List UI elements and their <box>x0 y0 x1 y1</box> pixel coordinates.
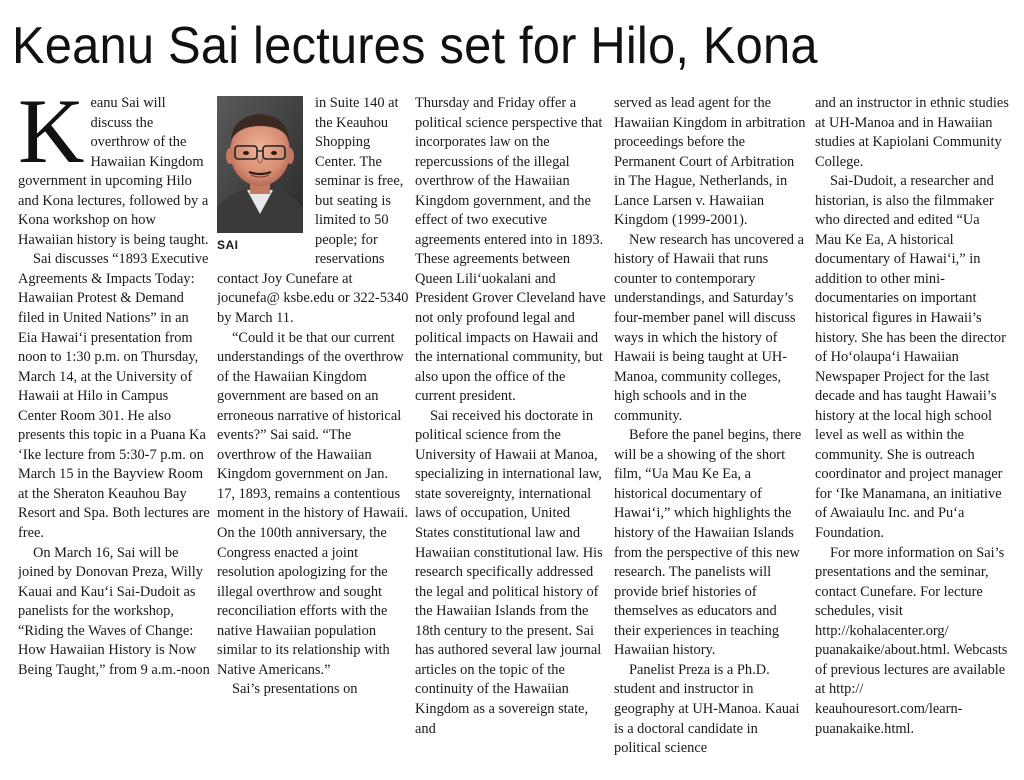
paragraph: Panelist Preza is a Ph.D. student and instructor in geography at UH-Manoa. Kauai is a doctoral candidate in political science <box>614 661 800 757</box>
column-3 <box>415 94 607 774</box>
paragraph: Sai received his doctorate in political science from the University of Hawaii at Manoa, specializing in international law, state sovereignty, international laws of occupation, United States constitutional law and Hawaiian constitutional law. His research specifically addressed the legal and political history of the Hawaiian Islands from the 18th century to the present. Sai has authored several law journal articles on the topic of the continuity of the Hawaiian Kingdom as a sovereign state, and <box>415 407 603 737</box>
paragraph: On March 16, Sai will be joined by Donovan Preza, Willy Kauai and Kauʻi Sai-Dudoit as panelists for the workshop, “Riding the Waves of Change: How Hawaiian History is Now Being Taught,” from 9 a.m.-noon <box>18 544 210 678</box>
column-5 <box>815 94 1009 774</box>
paragraph: in Suite 140 at the Keauhou Shopping Center. The seminar is free, but seating is limited to 50 people; for reservations contact Joy Cunefare at jocunefa@ ksbe.edu or 322-5340 by March 11. <box>217 95 409 327</box>
column-4 <box>614 94 806 774</box>
lead-paragraph <box>18 94 210 250</box>
paragraph: Thursday and Friday offer a political science perspective that incorporates law on the repercussions of the illegal overthrow of the Hawaiian Kingdom government, and the effect of two executive agreements entered into in 1893. These agreements between Queen Liliʻuokalani and President Grover Cleveland have not only profound legal and political impacts on Hawaii and the international community, but also upon the office of the current president. <box>415 95 606 405</box>
column-2 <box>217 94 409 774</box>
paragraph: Sai-Dudoit, a researcher and historian, is also the filmmaker who directed and edited “Ua Mau Ke Ea, A historical documentary of Hawaiʻi,” in addition to other mini-documentaries on important historical figures in Hawaii’s history. She has been the director of Hoʻolaupaʻi Hawaiian Newspaper Project for the last decade and has taught Hawaii’s history at the local high school level as well as within the community. She is outreach coordinator and project manager for ʻIke Manamana, an initiative of Awaiaulu Inc. and Puʻa Foundation. <box>815 173 1006 542</box>
headline: Keanu Sai lectures set for Hilo, Kona <box>12 17 818 75</box>
paragraph: and an instructor in ethnic studies at UH-Manoa and in Hawaiian studies at Kapiolani Community College. <box>815 95 1009 170</box>
paragraph: New research has uncovered a history of Hawaii that runs counter to contemporary understandings, and Saturday’s four-member panel will discuss ways in which the history of Hawaii is being taught at UH-Manoa, community colleges, high schools and in the community. <box>614 231 804 424</box>
paragraph: For more information on Sai’s presentations and the seminar, contact Cunefare. For lecture schedules, visit http://kohalacenter.org/ puanakaike/about.html. Webcasts of previous lectures are available at http:// keauhouresort.com/learn-puanakaike.html. <box>815 544 1008 737</box>
paragraph: “Could it be that our current understandings of the overthrow of the Hawaiian Kingdom government are based on an erroneous narrative of historical events?” Sai said. “The overthrow of the Hawaiian Kingdom government on Jan. 17, 1893, remains a contentious moment in the history of Hawaii. On the 100th anniversary, the Congress enacted a joint resolution apologizing for the illegal overthrow and sought reconciliation efforts with the native Hawaiian population similar to its relationship with Native Americans.” <box>217 329 409 678</box>
paragraph: Before the panel begins, there will be a showing of the short film, “Ua Mau Ke Ea, a historical documentary of Hawaiʻi,” which highlights the history of the Hawaiian Islands from the perspective of this new research. The panelists will provide brief histories of themselves as educators and their experiences in teaching Hawaiian history. <box>614 427 802 659</box>
column-1 <box>18 94 210 774</box>
paragraph: Sai’s presentations on <box>232 681 358 698</box>
paragraph: Sai discusses “1893 Executive Agreements & Impacts Today: Hawaiian Protest & Demand filed in United Nations” in an Eia Hawaiʻi presentation from noon to 1:30 p.m. on Thursday, March 14, at the University of Hawaii at Hilo in Campus Center Room 301. He also presents this topic in a Puana Ka ʻIke lecture from 5:30-7 p.m. on March 15 in the Bayview Room at the Sheraton Keauhou Bay Resort and Spa. Both lectures are free. <box>18 251 210 542</box>
photo-caption: SAI <box>217 238 239 252</box>
lead-paragraph-text: eanu Sai will discuss the overthrow of the Hawaiian Kingdom government in upcoming Hilo and Kona lectures, followed by a Kona workshop on how Hawaiian history is being taught. <box>18 95 209 248</box>
drop-cap: K <box>18 94 85 182</box>
photo-block <box>217 96 307 253</box>
paragraph: served as lead agent for the Hawaiian Kingdom in arbitration proceedings before the Permanent Court of Arbitration in The Hague, Netherlands, in Lance Larsen v. Hawaiian Kingdom (1999-2001). <box>614 95 806 229</box>
author-photo <box>217 96 303 233</box>
